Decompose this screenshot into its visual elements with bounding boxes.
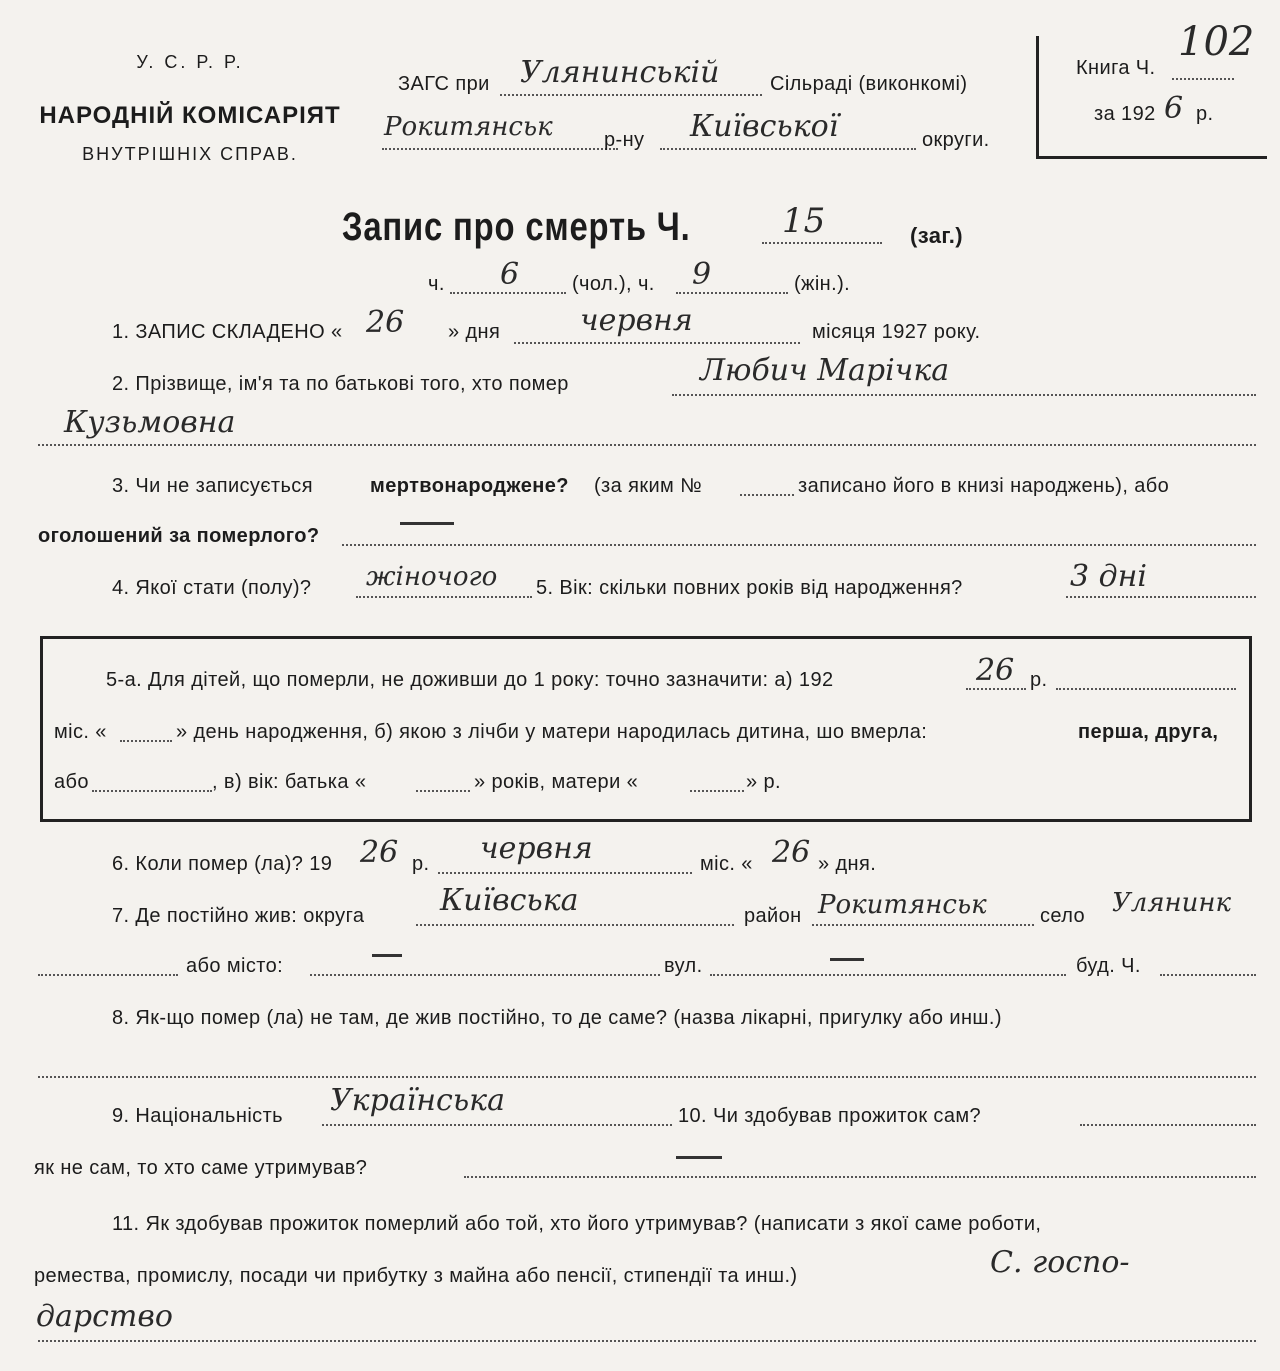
item-6-day-handwritten: 26	[772, 835, 811, 870]
item-3-stillborn: мертвонароджене?	[370, 475, 569, 497]
item-7-selo-handwritten: Улянинк	[1112, 888, 1232, 918]
item-7-okruga-line	[416, 924, 734, 926]
item-11-line	[38, 1340, 1256, 1342]
item-5a-line-1: 5-а. Для дітей, що померли, не доживши до 1 року: точно зазначити: а) 192	[106, 669, 834, 691]
record-number-handwritten: 15	[782, 201, 826, 241]
record-number-line	[762, 242, 882, 244]
item-11-label-1: 11. Як здобував прожиток померлий або той, хто його утримував? (написати з якої саме роботи,	[112, 1213, 1042, 1235]
item-5a-order-options: перша, друга,	[1078, 721, 1219, 743]
year-label: за 192	[1094, 103, 1156, 125]
item-5a-mother-label: » років, матери «	[474, 771, 639, 793]
item-1-label: 1. ЗАПИС СКЛАДЕНО «	[112, 321, 343, 343]
item-5a-month-label: міс. «	[54, 721, 107, 743]
item-11-occupation-handwritten-2: дарство	[36, 1299, 173, 1334]
male-label: (чол.), ч.	[572, 273, 655, 295]
item-7-street-dash	[830, 958, 864, 961]
item-3-declared-dead: оголошений за померлого?	[38, 525, 320, 547]
item-5a-year-suffix: р.	[1030, 669, 1048, 691]
zags-line	[500, 94, 762, 96]
item-4-label: 4. Якої стати (полу)?	[112, 577, 312, 599]
item-10-label: 10. Чи здобував прожиток сам?	[678, 1105, 982, 1127]
zags-suffix: Сільраді (виконкомі)	[770, 73, 968, 95]
item-7-street-line	[710, 974, 1066, 976]
female-count-handwritten: 9	[692, 257, 712, 292]
item-8-line	[38, 1076, 1256, 1078]
rayon-line	[382, 148, 618, 150]
item-5a-year-handwritten: 26	[976, 653, 1015, 688]
rayon-label: р-ну	[604, 129, 645, 151]
zags-handwritten: Улянинській	[520, 55, 720, 90]
item-6-year-suffix: р.	[412, 853, 430, 875]
item-5a-mother-line	[690, 790, 744, 792]
item-7-city-dash	[372, 954, 402, 957]
item-1-day-label: » дня	[448, 321, 501, 343]
item-1-month-line	[514, 342, 800, 344]
item-7-rayon-handwritten: Рокитянськ	[818, 890, 987, 920]
item-5a-father-line	[416, 790, 470, 792]
item-5a-line-1-end	[1056, 688, 1236, 690]
item-2-patronymic-handwritten: Кузьмовна	[64, 405, 236, 440]
item-3-label: 3. Чи не записується	[112, 475, 313, 497]
item-11-occupation-handwritten-1: С. госпо-	[990, 1245, 1130, 1280]
title-suffix: (заг.)	[910, 223, 964, 248]
item-6-month-handwritten: червня	[480, 831, 593, 866]
item-3-declared-line	[342, 544, 1256, 546]
male-count-handwritten: 6	[500, 257, 520, 292]
rayon-handwritten: Рокитянськ	[384, 112, 553, 142]
item-10-dash	[676, 1156, 722, 1159]
republic-label: У. С. Р. Р.	[136, 52, 244, 72]
item-10-line	[1080, 1124, 1256, 1126]
item-7-rayon-label: район	[744, 905, 802, 927]
male-line	[450, 292, 566, 294]
commissariat-label: НАРОДНІЙ КОМІСАРІЯТ	[39, 102, 341, 129]
item-9-line	[322, 1124, 672, 1126]
item-4-sex-handwritten: жіночого	[366, 562, 498, 592]
item-3-dash	[400, 522, 454, 525]
item-7-house-label: буд. Ч.	[1076, 955, 1141, 977]
item-6-day-label: » дня.	[818, 853, 877, 875]
item-6-month-line	[438, 872, 692, 874]
item-3-number-label: (за яким №	[594, 475, 703, 497]
item-5-label: 5. Вік: скільки повних років від народження?	[536, 577, 963, 599]
item-1-month-handwritten: червня	[580, 303, 693, 338]
okruga-label: округи.	[922, 129, 990, 151]
item-11-label-2: ремества, промислу, посади чи прибутку з майна або пенсії, стипендії та инш.)	[34, 1265, 798, 1287]
item-7-street-label: вул.	[664, 955, 703, 977]
item-7-city-label: або місто:	[186, 955, 284, 977]
item-7-house-line	[1160, 974, 1256, 976]
item-5a-birthday-label: » день народження, б) якою з лічби у матери народилась дитина, шо вмерла:	[176, 721, 928, 743]
item-5a-years-suffix: » р.	[746, 771, 781, 793]
item-5a-father-label: , в) вік: батька «	[212, 771, 367, 793]
female-label: (жін.).	[794, 273, 851, 295]
item-7-city-line	[310, 974, 660, 976]
item-3-number-line	[740, 494, 794, 496]
year-suffix: р.	[1196, 103, 1214, 125]
item-5-line	[1066, 596, 1256, 598]
item-7-okruga-handwritten: Київська	[440, 883, 579, 918]
item-5a-order-line	[92, 790, 212, 792]
female-line	[676, 292, 788, 294]
item-1-year-label: місяця 1927 року.	[812, 321, 981, 343]
item-2-label: 2. Прізвище, ім'я та по батькові того, хто помер	[112, 373, 569, 395]
item-2-line-2	[38, 444, 1256, 446]
item-2-line-1	[672, 394, 1256, 396]
item-9-nationality-handwritten: Українська	[330, 1083, 505, 1118]
item-10-supported-line	[464, 1176, 1256, 1178]
item-7-rayon-line	[812, 924, 1034, 926]
okruga-line	[660, 148, 916, 150]
zags-prefix: ЗАГС при	[398, 73, 490, 95]
item-6-label: 6. Коли помер (ла)? 19	[112, 853, 333, 875]
item-5a-or-label: або	[54, 771, 89, 793]
item-1-day-handwritten: 26	[366, 305, 405, 340]
male-prefix: ч.	[428, 273, 445, 295]
item-7-line-2a	[38, 974, 178, 976]
item-5a-year-line	[966, 688, 1026, 690]
item-6-year-handwritten: 26	[360, 835, 399, 870]
item-8-label: 8. Як-що помер (ла) не там, де жив постійно, то де саме? (назва лікарні, пригулку або инш.)	[112, 1007, 1002, 1029]
year-digit-handwritten: 6	[1164, 91, 1184, 126]
item-10-supported-label: як не сам, то хто саме утримував?	[34, 1157, 368, 1179]
department-label: ВНУТРІШНІХ СПРАВ.	[82, 144, 298, 164]
book-line	[1172, 78, 1234, 80]
book-label: Книга Ч.	[1076, 57, 1156, 79]
okruga-handwritten: Київської	[690, 109, 839, 144]
item-4-line	[356, 596, 532, 598]
item-5a-month-line	[120, 740, 172, 742]
item-3-births-label: записано його в книзі народжень), або	[798, 475, 1170, 497]
item-6-month-label: міс. «	[700, 853, 753, 875]
item-2-name-handwritten: Любич Марічка	[700, 353, 950, 388]
item-5-age-handwritten: 3 дні	[1070, 559, 1147, 594]
item-7-label: 7. Де постійно жив: округа	[112, 905, 365, 927]
item-9-label: 9. Національність	[112, 1105, 283, 1127]
item-7-selo-label: село	[1040, 905, 1086, 927]
book-number-handwritten: 102	[1178, 19, 1255, 65]
page-title: Запис про смерть Ч.	[342, 205, 691, 249]
